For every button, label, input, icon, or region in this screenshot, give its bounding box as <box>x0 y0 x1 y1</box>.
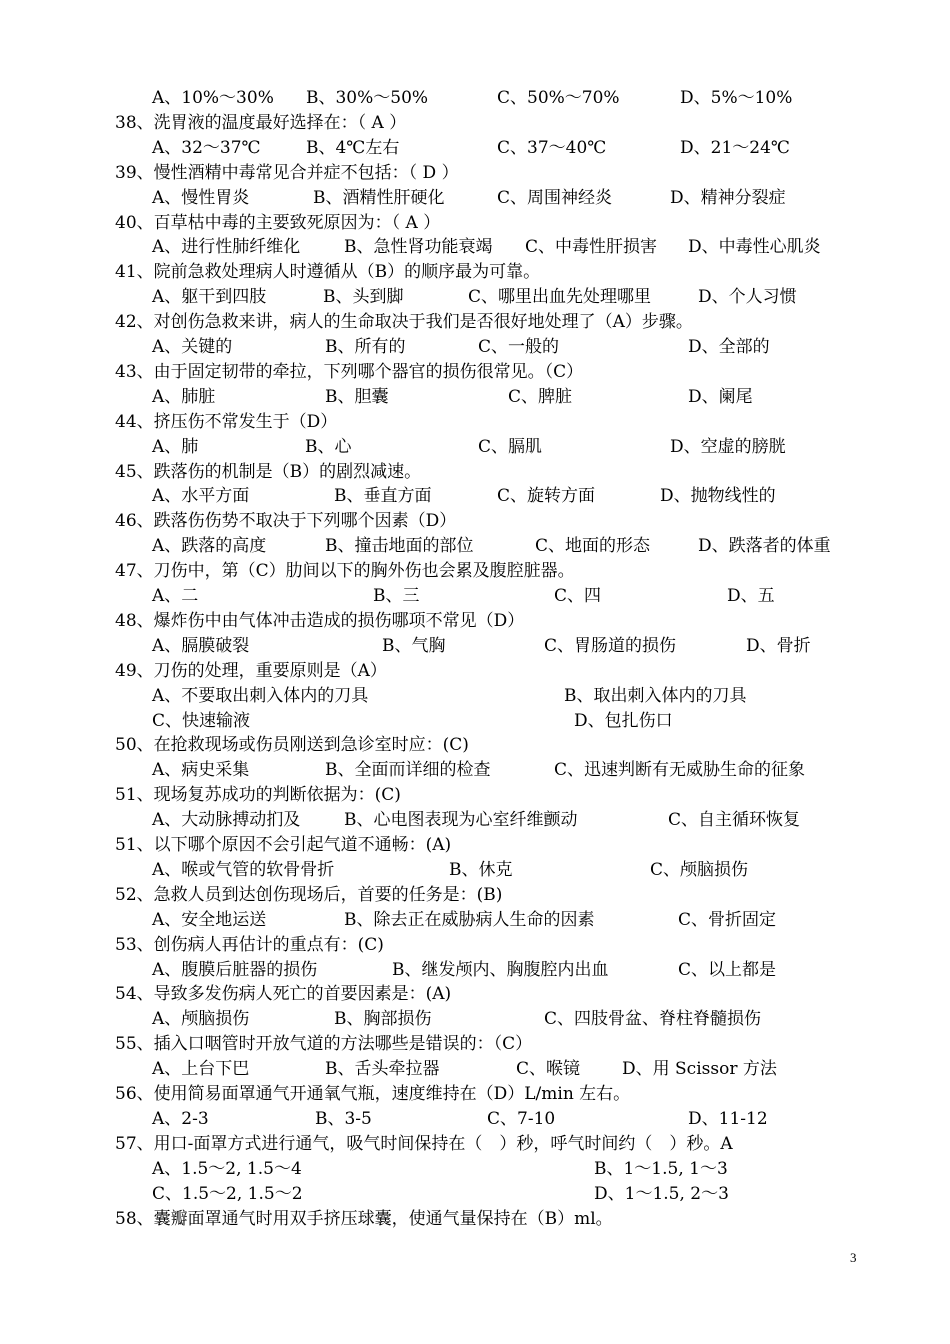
option-text: C、以上都是 <box>678 959 777 980</box>
option-text: C、四 <box>554 586 602 606</box>
option-text: B、急性肾功能衰竭 <box>344 237 493 258</box>
option-text: B、心 <box>305 436 352 457</box>
question-text: 50、在抢救现场或伤员刚送到急诊室时应：(C) <box>115 735 469 756</box>
option-text: B、撞击地面的部位 <box>325 536 474 557</box>
option-text: C、中毒性肝损害 <box>525 237 658 258</box>
question-text: 57、用口-面罩方式进行通气，吸气时间保持在（ ）秒，呼气时间约（ ）秒。A <box>115 1133 733 1154</box>
question-text: 58、囊瓣面罩通气时用双手挤压球囊，使通气量保持在（B）ml。 <box>115 1208 613 1229</box>
option-text: A、不要取出刺入体内的刀具 <box>152 685 369 706</box>
option-text: C、颅脑损伤 <box>650 859 749 880</box>
option-text: C、四肢骨盆、脊柱脊髓损伤 <box>544 1009 762 1030</box>
option-text: B、除去正在威胁病人生命的因素 <box>344 909 595 930</box>
option-text: D、骨折 <box>746 635 811 656</box>
option-text: A、10%～30% <box>152 88 274 108</box>
option-text: B、舌头牵拉器 <box>325 1059 440 1080</box>
option-text: C、50%～70% <box>497 88 620 108</box>
question-text: 51、现场复苏成功的判断依据为：(C) <box>115 785 401 806</box>
option-text: A、肺 <box>152 436 199 457</box>
question-text: 49、刀伤的处理，重要原则是（A） <box>115 660 387 681</box>
question-text: 38、洗胃液的温度最好选择在：（ A ） <box>115 112 407 133</box>
option-text: D、个人习惯 <box>698 287 797 308</box>
option-text: D、21～24℃ <box>680 137 790 158</box>
option-text: A、2-3 <box>152 1108 209 1129</box>
option-text: A、腹膜后脏器的损伤 <box>152 959 318 980</box>
option-text: C、地面的形态 <box>535 536 651 557</box>
option-text: D、跌落者的体重 <box>698 536 831 557</box>
question-text: 39、慢性酒精中毒常见合并症不包括：（ D ） <box>115 162 459 183</box>
option-text: C、胃肠道的损伤 <box>544 635 677 656</box>
option-text: B、全面而详细的检查 <box>325 760 491 781</box>
option-text: C、膈肌 <box>478 436 543 457</box>
question-text: 48、爆炸伤中由气体冲击造成的损伤哪项不常见（D） <box>115 610 525 631</box>
option-text: A、二 <box>152 586 199 606</box>
option-text: A、大动脉搏动扪及 <box>152 810 301 831</box>
option-text: A、关键的 <box>152 337 233 357</box>
option-text: A、病史采集 <box>152 760 250 781</box>
option-text: B、头到脚 <box>323 287 404 308</box>
option-text: C、脾脏 <box>508 386 573 407</box>
option-text: C、哪里出血先处理哪里 <box>468 287 652 308</box>
option-text: D、全部的 <box>688 337 770 357</box>
option-text: D、中毒性心肌炎 <box>688 237 821 258</box>
option-text: C、37～40℃ <box>497 137 607 158</box>
option-text: A、膈膜破裂 <box>152 635 250 656</box>
option-text: A、喉或气管的软骨骨折 <box>152 859 335 880</box>
option-text: B、3-5 <box>315 1108 372 1129</box>
option-text: A、安全地运送 <box>152 909 267 930</box>
option-text: D、五 <box>727 586 775 606</box>
option-text: B、垂直方面 <box>334 486 432 507</box>
option-text: D、1～1.5, 2～3 <box>594 1183 729 1204</box>
question-text: 53、创伤病人再估计的重点有：(C) <box>115 934 384 955</box>
question-text: 56、使用简易面罩通气开通氧气瓶，速度维持在（D）L/min 左右。 <box>115 1084 631 1104</box>
option-text: B、心电图表现为心室纤维颤动 <box>344 810 578 831</box>
option-text: B、1～1.5, 1～3 <box>594 1158 728 1179</box>
option-text: B、休克 <box>449 859 513 880</box>
option-text: B、30%～50% <box>306 88 429 108</box>
option-text: A、水平方面 <box>152 486 250 507</box>
page-number: 3 <box>850 1250 857 1265</box>
option-text: C、迅速判断有无威胁生命的征象 <box>554 760 806 781</box>
option-text: C、一般的 <box>478 337 560 357</box>
question-text: 52、急救人员到达创伤现场后，首要的任务是：(B) <box>115 884 503 905</box>
option-text: A、1.5～2, 1.5～4 <box>152 1158 302 1179</box>
option-text: B、取出刺入体内的刀具 <box>564 685 747 706</box>
option-text: B、气胸 <box>382 635 446 656</box>
question-text: 44、挤压伤不常发生于（D） <box>115 411 338 432</box>
question-text: 46、跌落伤伤势不取决于下列哪个因素（D） <box>115 511 457 532</box>
option-text: A、32～37℃ <box>152 137 261 158</box>
question-text: 55、插入口咽管时开放气道的方法哪些是错误的：（C） <box>115 1034 533 1055</box>
option-text: A、躯干到四肢 <box>152 287 267 308</box>
option-text: B、继发颅内、胸腹腔内出血 <box>392 959 609 980</box>
option-text: B、三 <box>373 586 420 606</box>
question-text: 42、对创伤急救来讲，病人的生命取决于我们是否很好地处理了（A）步骤。 <box>115 312 693 333</box>
option-text: B、胆囊 <box>325 386 389 407</box>
option-text: D、5%～10% <box>680 88 793 108</box>
option-text: C、周围神经炎 <box>497 187 613 208</box>
option-text: D、11-12 <box>688 1108 768 1129</box>
question-text: 43、由于固定韧带的牵拉，下列哪个器官的损伤很常见。（C） <box>115 361 584 382</box>
option-text: C、喉镜 <box>516 1059 581 1080</box>
option-text: D、精神分裂症 <box>670 187 786 208</box>
option-text: C、快速输液 <box>152 710 251 731</box>
option-text: B、所有的 <box>325 337 406 357</box>
option-text: B、胸部损伤 <box>334 1009 432 1030</box>
question-text: 45、跌落伤的机制是（B）的剧烈减速。 <box>115 461 422 482</box>
option-text: B、酒精性肝硬化 <box>313 187 445 208</box>
option-text: A、肺脏 <box>152 386 216 407</box>
question-text: 40、百草枯中毒的主要致死原因为：（ A ） <box>115 212 441 233</box>
option-text: D、阑尾 <box>688 386 753 407</box>
option-text: C、骨折固定 <box>678 909 777 930</box>
option-text: A、慢性胃炎 <box>152 187 250 208</box>
option-text: D、包扎伤口 <box>574 710 673 731</box>
option-text: A、进行性肺纤维化 <box>152 237 301 258</box>
question-text: 41、院前急救处理病人时遵循从（B）的顺序最为可靠。 <box>115 262 541 283</box>
option-text: C、旋转方面 <box>497 486 596 507</box>
question-text: 47、刀伤中，第（C）肋间以下的胸外伤也会累及腹腔脏器。 <box>115 561 575 582</box>
question-text: 51、以下哪个原因不会引起气道不通畅：(A) <box>115 835 452 855</box>
option-text: C、1.5～2, 1.5～2 <box>152 1183 303 1204</box>
option-text: D、空虚的膀胱 <box>670 436 786 457</box>
option-text: A、跌落的高度 <box>152 536 267 557</box>
option-text: A、上台下巴 <box>152 1059 250 1080</box>
option-text: C、自主循环恢复 <box>668 810 801 831</box>
option-text: B、4℃左右 <box>306 137 400 158</box>
option-text: D、抛物线性的 <box>660 486 776 507</box>
option-text: D、用 Scissor 方法 <box>622 1059 777 1080</box>
option-text: A、颅脑损伤 <box>152 1009 250 1030</box>
question-text: 54、导致多发伤病人死亡的首要因素是：(A) <box>115 984 452 1005</box>
option-text: C、7-10 <box>487 1108 556 1129</box>
